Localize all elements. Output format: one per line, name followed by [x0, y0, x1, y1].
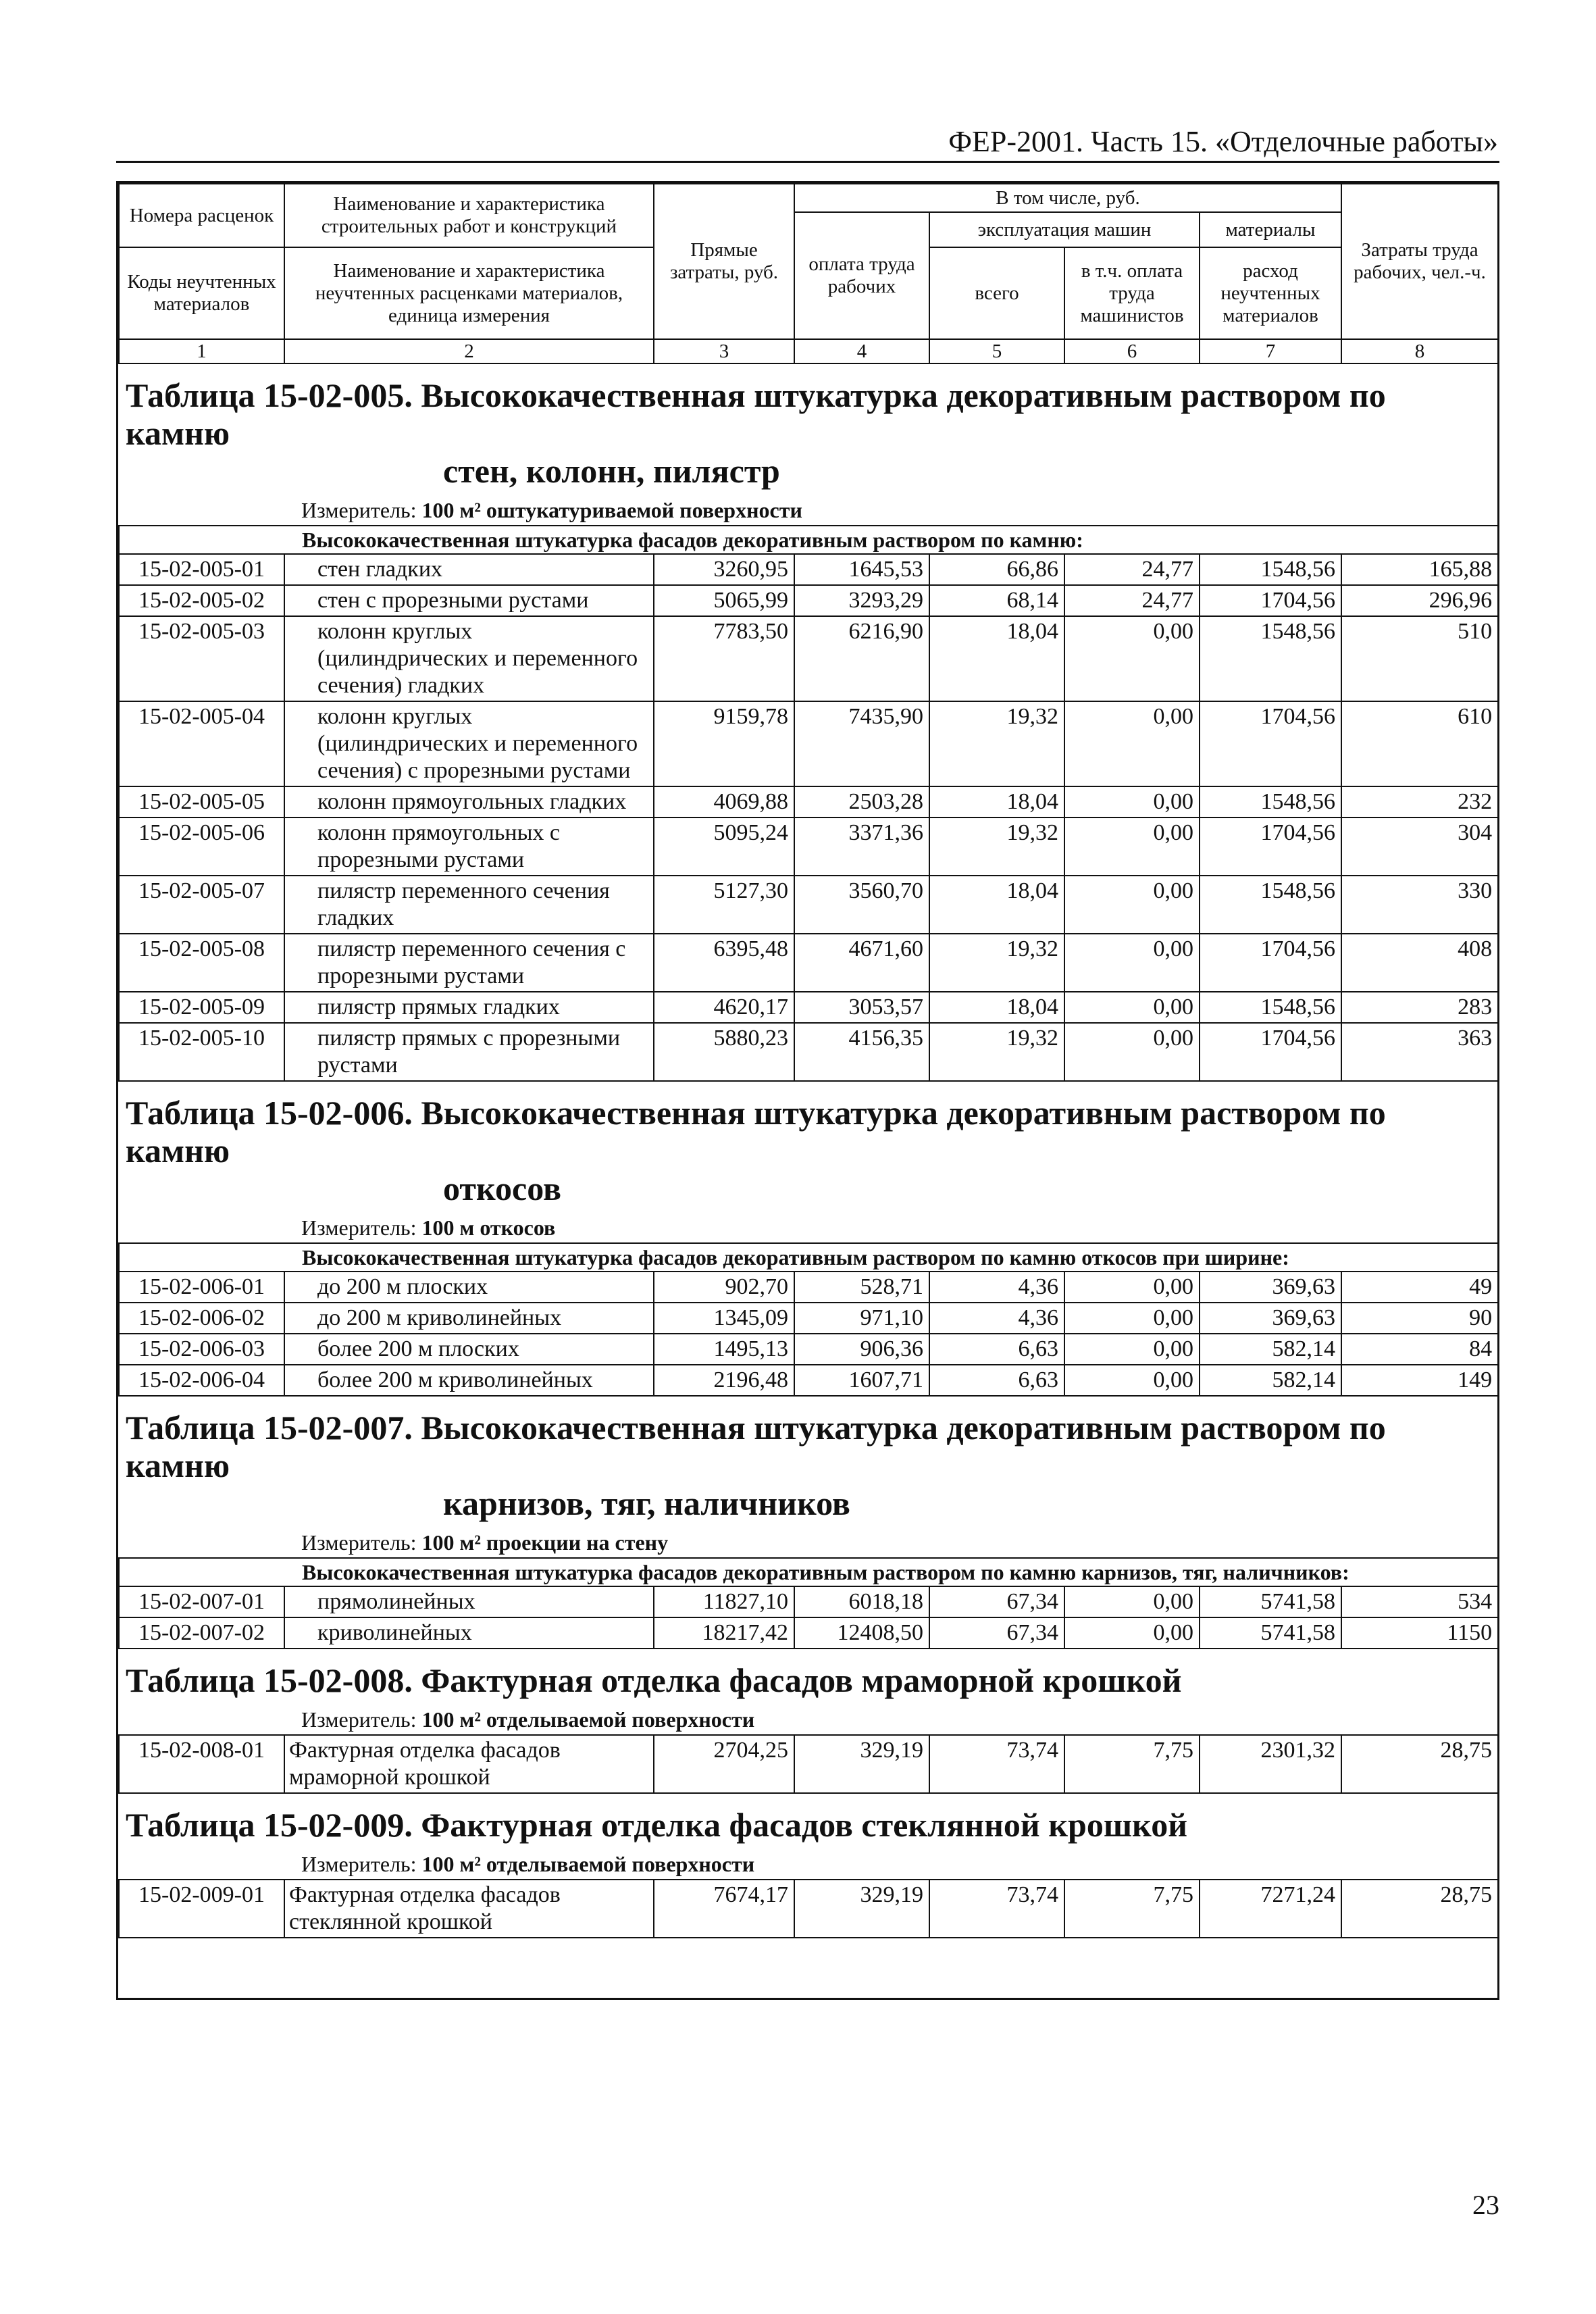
direct-costs: 7674,17 [654, 1880, 794, 1938]
rate-code: 15-02-006-01 [119, 1272, 284, 1303]
table-row [119, 616, 1498, 701]
machines-total: 18,04 [929, 876, 1064, 934]
rate-code: 15-02-006-03 [119, 1334, 284, 1365]
machinist-wage: 24,77 [1064, 585, 1200, 616]
direct-costs: 9159,78 [654, 701, 794, 786]
machines-total: 19,32 [929, 934, 1064, 992]
machinist-wage: 7,75 [1064, 1880, 1200, 1938]
rate-code: 15-02-005-08 [119, 934, 284, 992]
unit-label: Измеритель: [301, 1852, 417, 1876]
table-row [119, 1880, 1498, 1938]
materials-cost: 1548,56 [1200, 992, 1341, 1023]
rate-code: 15-02-005-03 [119, 616, 284, 701]
work-description: Фактурная отделка фасадов мраморной крошкой [284, 1735, 654, 1793]
header-rule [116, 161, 1499, 163]
rate-code: 15-02-005-07 [119, 876, 284, 934]
work-description: колонн прямоугольных с прорезными рустами [284, 818, 654, 876]
rate-code: 15-02-005-06 [119, 818, 284, 876]
table-row [119, 786, 1498, 818]
table-row [119, 701, 1498, 786]
table-row [119, 1272, 1498, 1303]
work-description: пилястр прямых гладких [284, 992, 654, 1023]
direct-costs: 2704,25 [654, 1735, 794, 1793]
materials-cost: 1704,56 [1200, 934, 1341, 992]
machines-total: 68,14 [929, 585, 1064, 616]
table-row [119, 992, 1498, 1023]
labor-hours: 283 [1341, 992, 1498, 1023]
rate-sections [118, 364, 1497, 1938]
machines-total: 6,63 [929, 1365, 1064, 1396]
machines-total: 73,74 [929, 1880, 1064, 1938]
work-description: более 200 м плоских [284, 1334, 654, 1365]
rate-code: 15-02-005-01 [119, 554, 284, 585]
unit-value: 100 м² отделываемой поверхности [421, 1707, 755, 1732]
machinist-wage: 0,00 [1064, 1272, 1200, 1303]
table-row [119, 585, 1498, 616]
table-row [119, 1617, 1498, 1649]
machines-total: 66,86 [929, 554, 1064, 585]
direct-costs: 1495,13 [654, 1334, 794, 1365]
col-number: 7 [1200, 339, 1341, 363]
machines-total: 19,32 [929, 1023, 1064, 1081]
unit-value: 100 м² проекции на стену [421, 1530, 669, 1555]
work-description: стен гладких [284, 554, 654, 585]
labor-wage: 6018,18 [794, 1586, 929, 1617]
machinist-wage: 0,00 [1064, 934, 1200, 992]
materials-cost: 1548,56 [1200, 786, 1341, 818]
labor-hours: 232 [1341, 786, 1498, 818]
rate-table [118, 364, 1499, 1082]
materials-cost: 7271,24 [1200, 1880, 1341, 1938]
labor-wage: 528,71 [794, 1272, 929, 1303]
unit-label: Измеритель: [301, 1215, 417, 1240]
unit-label: Измеритель: [301, 1707, 417, 1732]
machinist-wage: 0,00 [1064, 1334, 1200, 1365]
page-number: 23 [1472, 2190, 1499, 2220]
direct-costs: 1345,09 [654, 1303, 794, 1334]
unit-of-measure [119, 1703, 1498, 1735]
labor-hours: 610 [1341, 701, 1498, 786]
materials-cost: 369,63 [1200, 1303, 1341, 1334]
rate-code: 15-02-005-04 [119, 701, 284, 786]
col-header-material-usage: расход неучтенных материалов [1200, 247, 1341, 339]
table-row [119, 1586, 1498, 1617]
work-description: Фактурная отделка фасадов стеклянной крошкой [284, 1880, 654, 1938]
machinist-wage: 0,00 [1064, 701, 1200, 786]
col-header-machines-total: всего [929, 247, 1064, 339]
machinist-wage: 24,77 [1064, 554, 1200, 585]
rate-code: 15-02-007-02 [119, 1617, 284, 1649]
materials-cost: 2301,32 [1200, 1735, 1341, 1793]
labor-hours: 1150 [1341, 1617, 1498, 1649]
materials-cost: 1704,56 [1200, 701, 1341, 786]
machines-total: 18,04 [929, 786, 1064, 818]
machines-total: 18,04 [929, 992, 1064, 1023]
unit-of-measure [119, 1211, 1498, 1243]
machinist-wage: 0,00 [1064, 786, 1200, 818]
materials-cost: 1704,56 [1200, 1023, 1341, 1081]
labor-wage: 3293,29 [794, 585, 929, 616]
work-description: колонн круглых (цилиндрических и переменного сечения) гладких [284, 616, 654, 701]
group-heading: Высококачественная штукатурка фасадов декоративным раствором по камню карнизов, тяг, наличников: [119, 1558, 1498, 1586]
machinist-wage: 7,75 [1064, 1735, 1200, 1793]
labor-wage: 971,10 [794, 1303, 929, 1334]
work-description: пилястр переменного сечения с прорезными рустами [284, 934, 654, 992]
work-description: до 200 м криволинейных [284, 1303, 654, 1334]
machines-total: 67,34 [929, 1617, 1064, 1649]
rate-table [118, 1649, 1499, 1794]
machines-total: 19,32 [929, 701, 1064, 786]
column-header-table [118, 183, 1499, 364]
labor-wage: 3560,70 [794, 876, 929, 934]
materials-cost: 582,14 [1200, 1365, 1341, 1396]
rate-table [118, 1794, 1499, 1938]
col-number: 4 [794, 339, 929, 363]
group-heading: Высококачественная штукатурка фасадов декоративным раствором по камню: [119, 526, 1498, 554]
labor-hours: 296,96 [1341, 585, 1498, 616]
table-row [119, 1735, 1498, 1793]
table-caption [119, 1794, 1498, 1848]
machinist-wage: 0,00 [1064, 1365, 1200, 1396]
table-caption-line: Таблица 15-02-005. Высококачественная штукатурка декоративным раствором по камню [126, 376, 1386, 452]
unit-of-measure [119, 494, 1498, 526]
labor-wage: 6216,90 [794, 616, 929, 701]
labor-hours: 90 [1341, 1303, 1498, 1334]
machinist-wage: 0,00 [1064, 876, 1200, 934]
rate-code: 15-02-005-02 [119, 585, 284, 616]
labor-wage: 7435,90 [794, 701, 929, 786]
direct-costs: 11827,10 [654, 1586, 794, 1617]
machines-total: 6,63 [929, 1334, 1064, 1365]
rate-table [118, 1397, 1499, 1649]
work-description: до 200 м плоских [284, 1272, 654, 1303]
rate-code: 15-02-008-01 [119, 1735, 284, 1793]
machines-total: 73,74 [929, 1735, 1064, 1793]
col-number: 8 [1341, 339, 1498, 363]
labor-hours: 408 [1341, 934, 1498, 992]
machines-total: 18,04 [929, 616, 1064, 701]
labor-wage: 329,19 [794, 1880, 929, 1938]
rate-code: 15-02-006-04 [119, 1365, 284, 1396]
col-header-work-name: Наименование и характеристика строительных работ и конструкций [284, 184, 654, 247]
table-row [119, 1303, 1498, 1334]
direct-costs: 902,70 [654, 1272, 794, 1303]
direct-costs: 5095,24 [654, 818, 794, 876]
rate-code: 15-02-006-02 [119, 1303, 284, 1334]
labor-hours: 363 [1341, 1023, 1498, 1081]
table-caption-line: Таблица 15-02-009. Фактурная отделка фасадов стеклянной крошкой [126, 1806, 1187, 1844]
unit-of-measure [119, 1848, 1498, 1880]
col-header-materials: материалы [1200, 212, 1341, 247]
direct-costs: 2196,48 [654, 1365, 794, 1396]
col-header-machines: эксплуатация машин [929, 212, 1200, 247]
labor-wage: 329,19 [794, 1735, 929, 1793]
labor-hours: 165,88 [1341, 554, 1498, 585]
labor-wage: 906,36 [794, 1334, 929, 1365]
direct-costs: 5880,23 [654, 1023, 794, 1081]
unit-value: 100 м откосов [421, 1215, 556, 1240]
col-number: 5 [929, 339, 1064, 363]
machines-total: 4,36 [929, 1303, 1064, 1334]
labor-hours: 304 [1341, 818, 1498, 876]
labor-hours: 510 [1341, 616, 1498, 701]
machinist-wage: 0,00 [1064, 1586, 1200, 1617]
page-header: ФЕР-2001. Часть 15. «Отделочные работы» [948, 125, 1498, 158]
work-description: более 200 м криволинейных [284, 1365, 654, 1396]
col-header-labor-hours: Затраты труда рабочих, чел.-ч. [1341, 184, 1498, 339]
rate-code: 15-02-005-09 [119, 992, 284, 1023]
materials-cost: 1548,56 [1200, 876, 1341, 934]
table-caption-line: Таблица 15-02-006. Высококачественная штукатурка декоративным раствором по камню [126, 1094, 1386, 1169]
labor-wage: 2503,28 [794, 786, 929, 818]
table-row [119, 1365, 1498, 1396]
unit-value: 100 м² отделываемой поверхности [421, 1852, 755, 1876]
direct-costs: 5065,99 [654, 585, 794, 616]
labor-hours: 534 [1341, 1586, 1498, 1617]
col-header-material-name: Наименование и характеристика неучтенных расценками материалов, единица измерения [284, 247, 654, 339]
table-caption [119, 1082, 1498, 1211]
work-description: пилястр прямых с прорезными рустами [284, 1023, 654, 1081]
price-table-frame [116, 181, 1499, 2000]
col-number: 6 [1064, 339, 1200, 363]
unit-of-measure [119, 1526, 1498, 1558]
materials-cost: 369,63 [1200, 1272, 1341, 1303]
unit-value: 100 м² оштукатуриваемой поверхности [421, 498, 802, 522]
work-description: колонн круглых (цилиндрических и переменного сечения) с прорезными рустами [284, 701, 654, 786]
rate-code: 15-02-005-05 [119, 786, 284, 818]
work-description: пилястр переменного сечения гладких [284, 876, 654, 934]
machinist-wage: 0,00 [1064, 1617, 1200, 1649]
col-header-including: В том числе, руб. [794, 184, 1341, 212]
rate-code: 15-02-005-10 [119, 1023, 284, 1081]
materials-cost: 1548,56 [1200, 554, 1341, 585]
labor-wage: 4671,60 [794, 934, 929, 992]
table-caption-line: Таблица 15-02-007. Высококачественная штукатурка декоративным раствором по камню [126, 1409, 1386, 1484]
col-number: 3 [654, 339, 794, 363]
table-caption-line: карнизов, тяг, наличников [443, 1484, 850, 1522]
labor-hours: 28,75 [1341, 1735, 1498, 1793]
col-header-machinist-wage: в т.ч. оплата труда машинистов [1064, 247, 1200, 339]
work-description: криволинейных [284, 1617, 654, 1649]
machinist-wage: 0,00 [1064, 992, 1200, 1023]
unit-label: Измеритель: [301, 498, 417, 522]
table-row [119, 554, 1498, 585]
rate-code: 15-02-007-01 [119, 1586, 284, 1617]
labor-hours: 49 [1341, 1272, 1498, 1303]
rate-code: 15-02-009-01 [119, 1880, 284, 1938]
materials-cost: 1704,56 [1200, 585, 1341, 616]
table-caption-line: откосов [443, 1169, 561, 1207]
machines-total: 67,34 [929, 1586, 1064, 1617]
table-row [119, 876, 1498, 934]
labor-wage: 3371,36 [794, 818, 929, 876]
direct-costs: 4069,88 [654, 786, 794, 818]
table-row [119, 1023, 1498, 1081]
table-row [119, 934, 1498, 992]
materials-cost: 5741,58 [1200, 1617, 1341, 1649]
work-description: стен с прорезными рустами [284, 585, 654, 616]
table-row [119, 818, 1498, 876]
direct-costs: 18217,42 [654, 1617, 794, 1649]
table-caption [119, 1397, 1498, 1526]
table-caption [119, 1649, 1498, 1703]
direct-costs: 6395,48 [654, 934, 794, 992]
machinist-wage: 0,00 [1064, 1023, 1200, 1081]
machinist-wage: 0,00 [1064, 1303, 1200, 1334]
labor-hours: 84 [1341, 1334, 1498, 1365]
labor-wage: 1607,71 [794, 1365, 929, 1396]
group-heading: Высококачественная штукатурка фасадов декоративным раствором по камню откосов при ширине: [119, 1243, 1498, 1272]
work-description: колонн прямоугольных гладких [284, 786, 654, 818]
table-caption-line: стен, колонн, пилястр [443, 452, 780, 490]
materials-cost: 1704,56 [1200, 818, 1341, 876]
labor-wage: 1645,53 [794, 554, 929, 585]
table-caption-line: Таблица 15-02-008. Фактурная отделка фасадов мраморной крошкой [126, 1661, 1182, 1699]
machines-total: 4,36 [929, 1272, 1064, 1303]
work-description: прямолинейных [284, 1586, 654, 1617]
table-caption [119, 364, 1498, 494]
materials-cost: 582,14 [1200, 1334, 1341, 1365]
materials-cost: 1548,56 [1200, 616, 1341, 701]
machines-total: 19,32 [929, 818, 1064, 876]
labor-wage: 12408,50 [794, 1617, 929, 1649]
machinist-wage: 0,00 [1064, 616, 1200, 701]
col-header-direct-costs: Прямые затраты, руб. [654, 184, 794, 339]
direct-costs: 5127,30 [654, 876, 794, 934]
unit-label: Измеритель: [301, 1530, 417, 1555]
labor-hours: 149 [1341, 1365, 1498, 1396]
col-header-labor-wage: оплата труда рабочих [794, 212, 929, 339]
labor-wage: 4156,35 [794, 1023, 929, 1081]
col-number: 1 [119, 339, 284, 363]
direct-costs: 3260,95 [654, 554, 794, 585]
machinist-wage: 0,00 [1064, 818, 1200, 876]
direct-costs: 4620,17 [654, 992, 794, 1023]
labor-hours: 28,75 [1341, 1880, 1498, 1938]
labor-hours: 330 [1341, 876, 1498, 934]
table-row [119, 1334, 1498, 1365]
labor-wage: 3053,57 [794, 992, 929, 1023]
col-header-codes: Номера расценок [119, 184, 284, 247]
direct-costs: 7783,50 [654, 616, 794, 701]
rate-table [118, 1082, 1499, 1397]
col-header-material-codes: Коды неучтенных материалов [119, 247, 284, 339]
materials-cost: 5741,58 [1200, 1586, 1341, 1617]
col-number: 2 [284, 339, 654, 363]
